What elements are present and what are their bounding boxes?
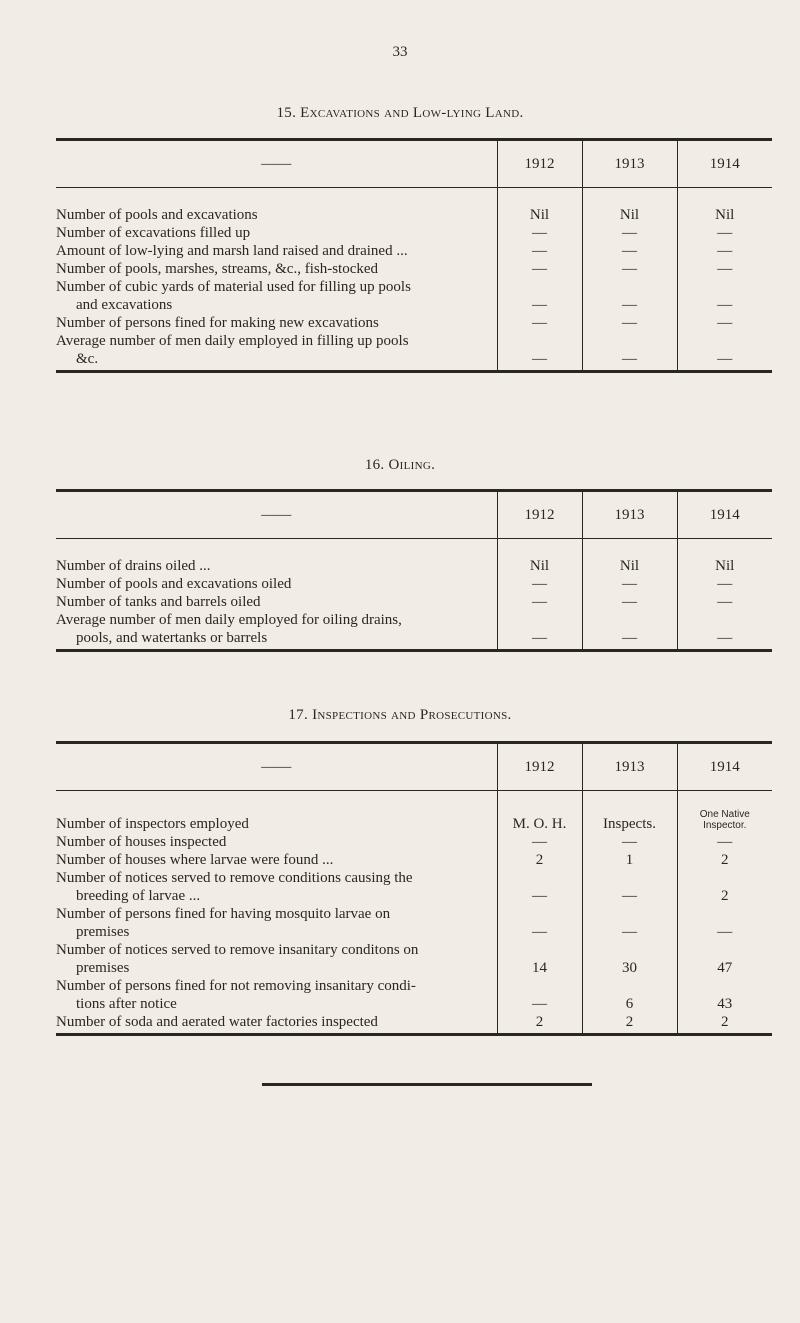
cell-1912: — (497, 260, 582, 278)
table-row (56, 242, 772, 260)
cell-1912: — (497, 869, 582, 905)
table-row (56, 791, 772, 834)
cell-1913: — (582, 242, 677, 260)
row-label-line-1: Number of notices served to remove insanitary conditons on (56, 942, 419, 958)
header-blank: —— (56, 491, 497, 539)
cell-1914 (677, 791, 772, 834)
cell-1912: 14 (497, 941, 582, 977)
row-label: Number of drains oiled ... (56, 558, 211, 574)
row-label (56, 905, 497, 941)
cell-1912: Nil (497, 539, 582, 576)
closing-rule (262, 1083, 592, 1086)
cell-1914: — (677, 833, 772, 851)
cell-1914: — (677, 224, 772, 242)
row-label-line-2: &c. (76, 351, 99, 367)
header-1914: 1914 (677, 140, 772, 188)
row-label-line-2: premises (76, 924, 130, 940)
row-label-line-1: Number of persons fined for having mosquito larvae on (56, 906, 391, 922)
table-row (56, 593, 772, 611)
table-row (56, 260, 772, 278)
cell-1914: 47 (677, 941, 772, 977)
section-title-oiling: 16. Oiling. (364, 457, 436, 473)
header-1913: 1913 (582, 491, 677, 539)
cell-1913: Nil (582, 188, 677, 225)
row-label-line-1: Number of persons fined for not removing insanitary condi- (56, 978, 416, 994)
row-label (56, 941, 497, 977)
row-label-line-2: tions after notice (76, 996, 177, 1012)
cell-1913: — (582, 278, 677, 314)
table-row (56, 278, 772, 314)
table-row (56, 224, 772, 242)
row-label: Number of soda and aerated water factories inspected (56, 1013, 497, 1035)
table-row (56, 539, 772, 576)
cell-1914: Nil (677, 539, 772, 576)
cell-1912: — (497, 314, 582, 332)
cell-1913: Inspects. (582, 791, 677, 834)
row-label: Amount of low-lying and marsh land raised and drained ... (56, 243, 408, 259)
header-1914: 1914 (677, 743, 772, 791)
cell-1913: — (582, 332, 677, 372)
row-label (56, 278, 497, 314)
row-label-line-1: Average number of men daily employed in filling up pools (56, 333, 409, 349)
cell-1914: — (677, 332, 772, 372)
page-number: 33 (392, 44, 408, 60)
row-label-line-2: premises (76, 960, 130, 976)
row-label: Number of inspectors employed (56, 816, 249, 832)
table-row (56, 575, 772, 593)
row-label: Number of pools and excavations oiled (56, 576, 292, 592)
table-inspections (56, 741, 772, 1036)
cell-1914: — (677, 611, 772, 651)
row-label-line-2: and excavations (76, 297, 173, 313)
row-label-line-1: Number of cubic yards of material used for filling up pools (56, 279, 411, 295)
cell-1914: — (677, 242, 772, 260)
cell-1913: — (582, 575, 677, 593)
cell-1913: — (582, 833, 677, 851)
header-1913: 1913 (582, 140, 677, 188)
cell-1912: — (497, 905, 582, 941)
cell-1913: — (582, 224, 677, 242)
cell-1914: 2 (677, 869, 772, 905)
row-label: Number of tanks and barrels oiled (56, 594, 261, 610)
cell-1912: M. O. H. (497, 791, 582, 834)
row-label (56, 332, 497, 372)
header-1912: 1912 (497, 743, 582, 791)
table-row (56, 611, 772, 651)
row-label-line-1: Average number of men daily employed for oiling drains, (56, 612, 402, 628)
cell-1912: 2 (497, 851, 582, 869)
header-blank: —— (56, 743, 497, 791)
row-label-line-1: Number of notices served to remove conditions causing the (56, 870, 413, 886)
cell-1913: 30 (582, 941, 677, 977)
cell-1913: Nil (582, 539, 677, 576)
cell-1913: 1 (582, 851, 677, 869)
table-row (56, 833, 772, 851)
header-1912: 1912 (497, 140, 582, 188)
table-row (56, 851, 772, 869)
table-row (56, 188, 772, 225)
cell-1914: — (677, 314, 772, 332)
row-label (56, 869, 497, 905)
cell-1914: 2 (677, 851, 772, 869)
cell-1914: — (677, 278, 772, 314)
cell-1914: Nil (677, 188, 772, 225)
cell-1912: — (497, 575, 582, 593)
row-label: Number of excavations filled up (56, 225, 251, 241)
one-native-inspector-note: One Native Inspector. (699, 809, 750, 831)
cell-1914: — (677, 575, 772, 593)
table-row (56, 1013, 772, 1035)
row-label: Number of houses where larvae were found ... (56, 852, 334, 868)
cell-1913: — (582, 905, 677, 941)
cell-1913: — (582, 593, 677, 611)
cell-1912: 2 (497, 1013, 582, 1035)
section-title-inspections: 17. Inspections and Prosecutions. (288, 707, 512, 723)
cell-1912: — (497, 977, 582, 1013)
table-row (56, 314, 772, 332)
table-row (56, 941, 772, 977)
cell-1913: — (582, 611, 677, 651)
table-row (56, 869, 772, 905)
cell-1914: — (677, 905, 772, 941)
table-excavations (56, 138, 772, 373)
section-title-excavations: 15. Excavations and Low-lying Land. (276, 105, 524, 121)
cell-1913: 2 (582, 1013, 677, 1035)
cell-1914: — (677, 593, 772, 611)
cell-1912: — (497, 593, 582, 611)
row-label: Number of houses inspected (56, 834, 227, 850)
cell-1914: — (677, 260, 772, 278)
cell-1913: — (582, 260, 677, 278)
cell-1914: 43 (677, 977, 772, 1013)
cell-1913: 6 (582, 977, 677, 1013)
row-label (56, 611, 497, 651)
cell-1912: — (497, 611, 582, 651)
row-label: Number of pools and excavations (56, 207, 258, 223)
row-label-line-2: breeding of larvae ... (76, 888, 201, 904)
header-blank: —— (56, 140, 497, 188)
row-label-line-2: pools, and watertanks or barrels (76, 630, 268, 646)
table-row (56, 905, 772, 941)
table-row (56, 977, 772, 1013)
header-1912: 1912 (497, 491, 582, 539)
cell-1914: 2 (677, 1013, 772, 1035)
row-label: Number of pools, marshes, streams, &c., fish-stocked (56, 261, 379, 277)
cell-1913: — (582, 869, 677, 905)
cell-1912: Nil (497, 188, 582, 225)
cell-1912: — (497, 833, 582, 851)
cell-1912: — (497, 278, 582, 314)
cell-1912: — (497, 224, 582, 242)
cell-1912: — (497, 242, 582, 260)
cell-1913: — (582, 314, 677, 332)
row-label: Number of persons fined for making new excavations (56, 315, 379, 331)
table-row (56, 332, 772, 372)
row-label (56, 977, 497, 1013)
cell-1912: — (497, 332, 582, 372)
header-1914: 1914 (677, 491, 772, 539)
header-1913: 1913 (582, 743, 677, 791)
table-oiling (56, 489, 772, 652)
